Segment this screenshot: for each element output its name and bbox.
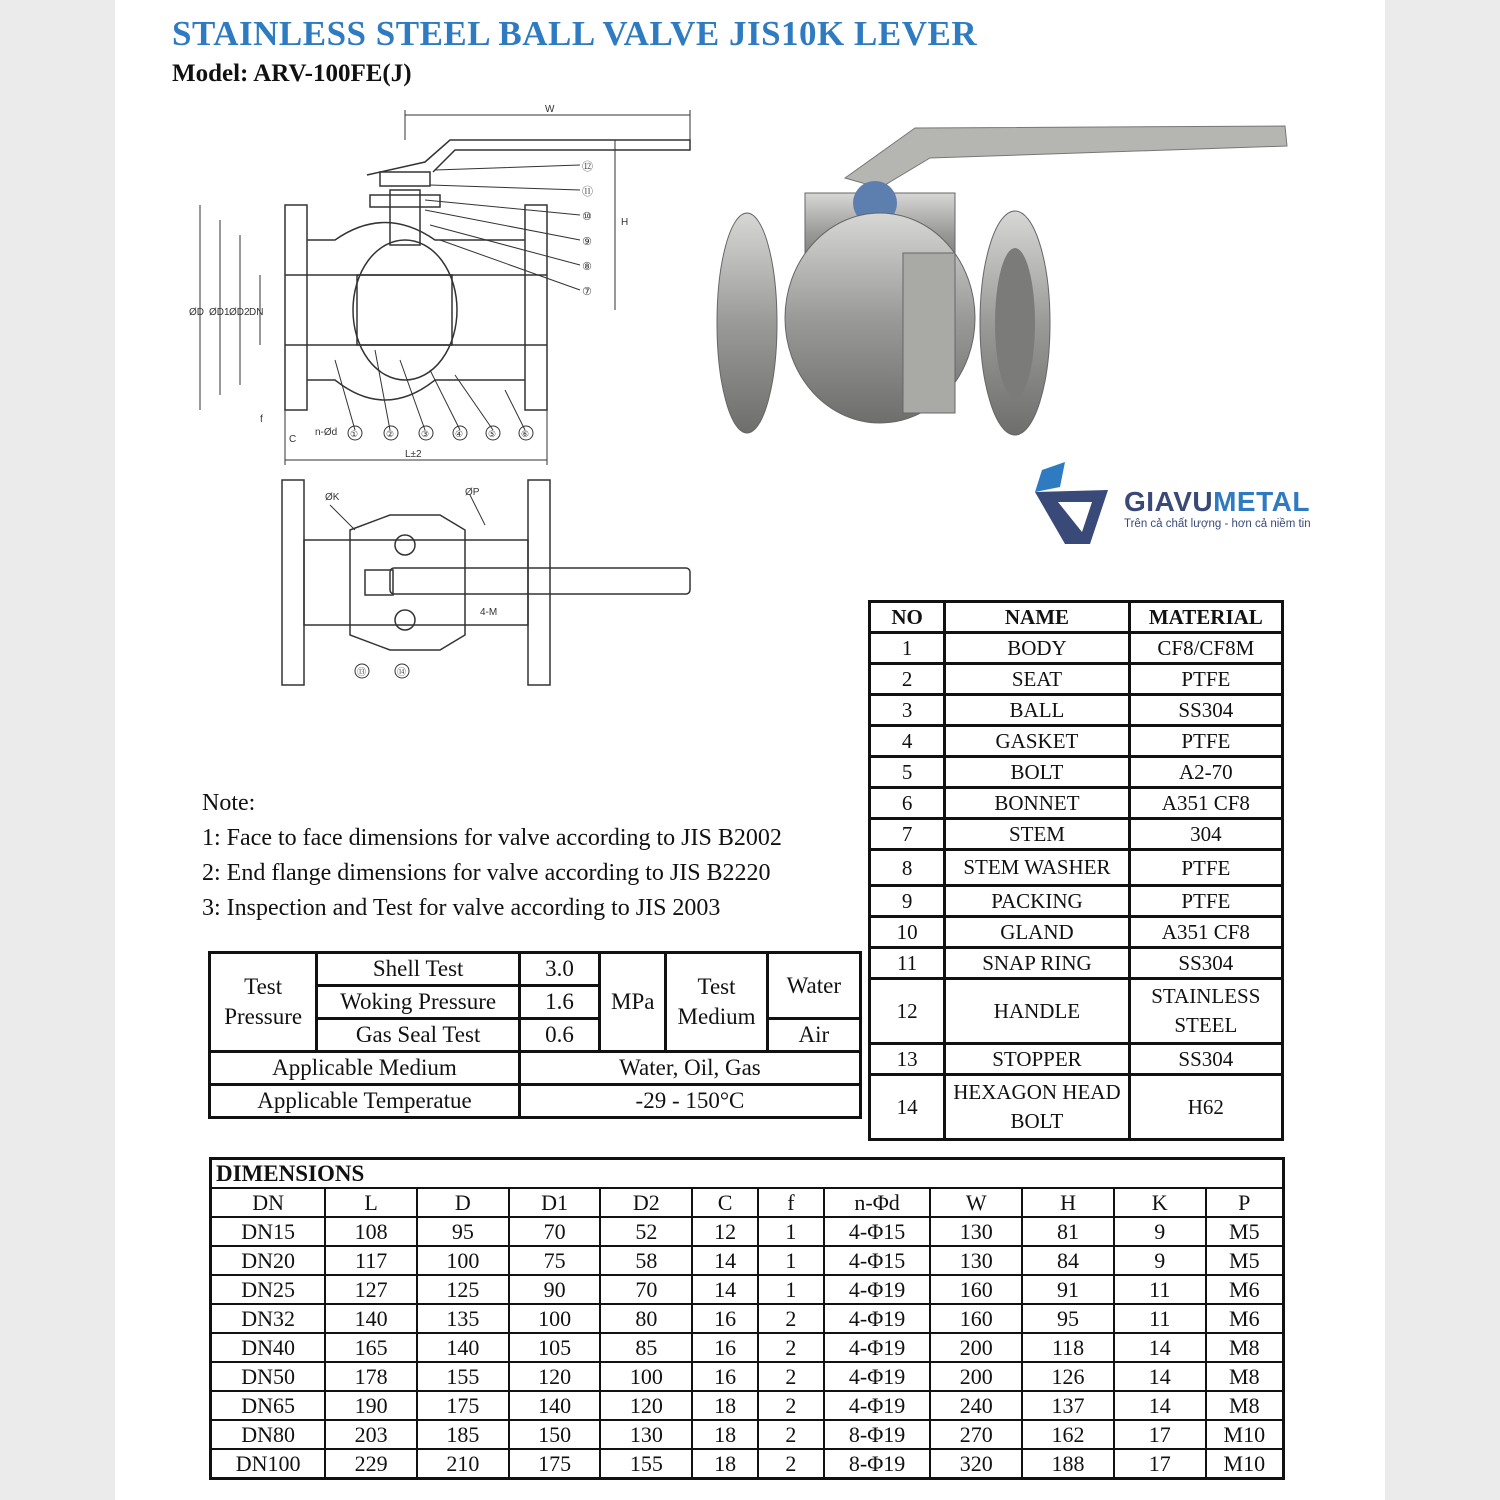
dimensions-cell: DN15 (211, 1217, 326, 1246)
note-item: 2: End flange dimensions for valve according to JIS B2220 (202, 860, 771, 886)
callout-8: ⑧ (582, 261, 592, 273)
phi-k-label: ØK (325, 492, 340, 503)
dimensions-cell: 70 (600, 1275, 692, 1304)
valve-section-drawing (185, 100, 705, 470)
dimensions-cell: DN20 (211, 1246, 326, 1275)
dimensions-cell: 240 (930, 1391, 1022, 1420)
part-name: HANDLE (945, 979, 1129, 1044)
gas-seal-test-label: Gas Seal Test (317, 1019, 520, 1052)
applicable-temperature-label: Applicable Temperatue (210, 1085, 520, 1118)
dimensions-cell: 229 (325, 1449, 417, 1479)
dimensions-cell: 160 (930, 1304, 1022, 1333)
callout-3: ③ (421, 429, 430, 439)
dimensions-cell: 162 (1022, 1420, 1114, 1449)
callout-12: ⑫ (582, 161, 593, 173)
dimensions-cell: 2 (758, 1304, 824, 1333)
dimensions-cell: 4-Φ19 (824, 1391, 931, 1420)
dimensions-cell: M8 (1206, 1391, 1284, 1420)
test-medium-label: Test Medium (666, 953, 767, 1052)
dimensions-header-cell: f (758, 1188, 824, 1217)
dimensions-cell: 108 (325, 1217, 417, 1246)
part-material: PTFE (1129, 850, 1282, 886)
dimensions-cell: 8-Φ19 (824, 1420, 931, 1449)
dimensions-cell: 100 (509, 1304, 601, 1333)
dimensions-row (211, 1391, 1284, 1420)
lever-handle (845, 126, 1287, 188)
dimensions-cell: 130 (600, 1420, 692, 1449)
materials-row (870, 917, 1283, 948)
part-name: BONNET (945, 788, 1129, 819)
dimensions-cell: 4-Φ19 (824, 1362, 931, 1391)
dimensions-cell: 140 (509, 1391, 601, 1420)
header-name: NAME (945, 602, 1129, 633)
dimensions-cell: 2 (758, 1333, 824, 1362)
notes-heading: Note: (202, 790, 256, 816)
working-pressure-value: 1.6 (519, 986, 599, 1019)
dimensions-header-cell: K (1114, 1188, 1206, 1217)
dimensions-header-cell: L (325, 1188, 417, 1217)
phi-p-label: ØP (465, 487, 480, 498)
dimensions-cell: DN100 (211, 1449, 326, 1479)
dimensions-cell: 137 (1022, 1391, 1114, 1420)
dimensions-cell: 1 (758, 1217, 824, 1246)
part-name: BOLT (945, 757, 1129, 788)
dimensions-cell: 150 (509, 1420, 601, 1449)
header-material: MATERIAL (1129, 602, 1282, 633)
part-material: SS304 (1129, 948, 1282, 979)
applicable-temperature-value: -29 - 150°C (519, 1085, 860, 1118)
dimensions-cell: 160 (930, 1275, 1022, 1304)
brand-name-part2: METAL (1213, 486, 1310, 517)
dimensions-cell: 126 (1022, 1362, 1114, 1391)
materials-header-row (870, 602, 1283, 633)
materials-body (870, 633, 1283, 1140)
dimensions-cell: 175 (417, 1391, 509, 1420)
dimensions-cell: 16 (692, 1362, 758, 1391)
note-item: 1: Face to face dimensions for valve according to JIS B2002 (202, 825, 782, 851)
dimensions-cell: 70 (509, 1217, 601, 1246)
materials-row (870, 757, 1283, 788)
dimensions-cell: 2 (758, 1420, 824, 1449)
dimensions-row (211, 1362, 1284, 1391)
dimensions-cell: 14 (1114, 1333, 1206, 1362)
part-no: 4 (870, 726, 945, 757)
part-material: A351 CF8 (1129, 917, 1282, 948)
dimensions-cell: 85 (600, 1333, 692, 1362)
dimensions-row (211, 1217, 1284, 1246)
dimensions-cell: 320 (930, 1449, 1022, 1479)
c-label: C (289, 434, 297, 445)
dimensions-cell: M10 (1206, 1420, 1284, 1449)
callout-11: ⑪ (582, 186, 593, 198)
dimensions-cell: 4-Φ19 (824, 1333, 931, 1362)
dimensions-header-row (211, 1188, 1284, 1217)
dimensions-cell: 100 (600, 1362, 692, 1391)
left-flange (717, 213, 777, 433)
dimensions-cell: 14 (1114, 1391, 1206, 1420)
part-name: STEM WASHER (945, 850, 1129, 886)
dimensions-header-cell: D2 (600, 1188, 692, 1217)
brand-name (1124, 486, 1310, 518)
test-pressure-table (208, 951, 862, 1119)
part-material: A2-70 (1129, 757, 1282, 788)
phi-d2-label: ØD2 (229, 307, 250, 318)
part-no: 11 (870, 948, 945, 979)
dimensions-cell: 130 (930, 1217, 1022, 1246)
part-material: CF8/CF8M (1129, 633, 1282, 664)
test-pressure-label: Test Pressure (210, 953, 317, 1052)
part-material: STAINLESS STEEL (1129, 979, 1282, 1044)
part-no: 8 (870, 850, 945, 886)
part-no: 9 (870, 886, 945, 917)
dimensions-cell: DN25 (211, 1275, 326, 1304)
dimensions-table (209, 1157, 1285, 1480)
part-material: PTFE (1129, 726, 1282, 757)
dimensions-header-cell: D (417, 1188, 509, 1217)
part-name: BODY (945, 633, 1129, 664)
callout-2: ② (386, 429, 395, 439)
dimensions-cell: 14 (692, 1246, 758, 1275)
dimensions-cell: 210 (417, 1449, 509, 1479)
f-label: f (260, 414, 263, 425)
callout-7: ⑦ (582, 286, 592, 298)
part-name: PACKING (945, 886, 1129, 917)
dimensions-cell: 130 (930, 1246, 1022, 1275)
applicable-medium-value: Water, Oil, Gas (519, 1052, 860, 1085)
part-name: GLAND (945, 917, 1129, 948)
dimensions-cell: 1 (758, 1246, 824, 1275)
dimensions-row (211, 1333, 1284, 1362)
dimensions-cell: 84 (1022, 1246, 1114, 1275)
dimensions-row (211, 1246, 1284, 1275)
dimensions-cell: 90 (509, 1275, 601, 1304)
part-no: 7 (870, 819, 945, 850)
dimensions-row (211, 1304, 1284, 1333)
model-number: Model: ARV-100FE(J) (172, 60, 412, 87)
phi-d-label: ØD (189, 307, 204, 318)
dimensions-cell: M5 (1206, 1246, 1284, 1275)
dimensions-cell: 58 (600, 1246, 692, 1275)
part-no: 1 (870, 633, 945, 664)
dimensions-header-cell: P (1206, 1188, 1284, 1217)
h-label: H (621, 217, 629, 228)
dimensions-cell: DN50 (211, 1362, 326, 1391)
dimensions-body (211, 1188, 1284, 1479)
materials-row (870, 819, 1283, 850)
dimensions-cell: M6 (1206, 1304, 1284, 1333)
dimensions-cell: 2 (758, 1449, 824, 1479)
dimensions-cell: 14 (692, 1275, 758, 1304)
dimensions-cell: M8 (1206, 1362, 1284, 1391)
dimensions-cell: M5 (1206, 1217, 1284, 1246)
dimensions-cell: 81 (1022, 1217, 1114, 1246)
materials-row (870, 664, 1283, 695)
dimensions-row (211, 1275, 1284, 1304)
part-material: 304 (1129, 819, 1282, 850)
dimensions-cell: 178 (325, 1362, 417, 1391)
part-no: 14 (870, 1075, 945, 1140)
test-medium-water: Water (767, 953, 860, 1019)
brand-name-part1: GIAVU (1124, 486, 1214, 517)
dimensions-cell: 17 (1114, 1420, 1206, 1449)
materials-row (870, 979, 1283, 1044)
callout-9: ⑨ (582, 236, 592, 248)
dimensions-header-cell: n-Φd (824, 1188, 931, 1217)
materials-row (870, 948, 1283, 979)
dimensions-cell: 140 (325, 1304, 417, 1333)
flange-bore (995, 248, 1035, 398)
dimensions-cell: 127 (325, 1275, 417, 1304)
dimensions-cell: 203 (325, 1420, 417, 1449)
part-name: SNAP RING (945, 948, 1129, 979)
part-no: 10 (870, 917, 945, 948)
part-name: SEAT (945, 664, 1129, 695)
test-medium-air: Air (767, 1019, 860, 1052)
dimensions-cell: 175 (509, 1449, 601, 1479)
callout-14: ⑭ (397, 667, 407, 677)
dimensions-cell: 95 (1022, 1304, 1114, 1333)
part-no: 3 (870, 695, 945, 726)
product-title: STAINLESS STEEL BALL VALVE JIS10K LEVER (172, 14, 978, 53)
dimensions-cell: 118 (1022, 1333, 1114, 1362)
part-material: SS304 (1129, 1044, 1282, 1075)
materials-row (870, 726, 1283, 757)
shell-test-label: Shell Test (317, 953, 520, 986)
dimensions-cell: 120 (600, 1391, 692, 1420)
dimensions-cell: 117 (325, 1246, 417, 1275)
dimensions-cell: 18 (692, 1420, 758, 1449)
w-label: W (545, 104, 555, 115)
callout-10: ⑩ (582, 211, 592, 223)
dimensions-cell: 4-Φ15 (824, 1246, 931, 1275)
header-no: NO (870, 602, 945, 633)
dimensions-cell: 52 (600, 1217, 692, 1246)
materials-row (870, 1075, 1283, 1140)
four-m-label: 4-M (480, 607, 498, 618)
materials-row (870, 695, 1283, 726)
dimensions-cell: 80 (600, 1304, 692, 1333)
dimensions-header-cell: H (1022, 1188, 1114, 1217)
dimensions-header-cell: DN (211, 1188, 326, 1217)
dimensions-cell: 75 (509, 1246, 601, 1275)
dimensions-cell: 135 (417, 1304, 509, 1333)
dimensions-cell: 95 (417, 1217, 509, 1246)
materials-row (870, 788, 1283, 819)
part-no: 13 (870, 1044, 945, 1075)
working-pressure-label: Woking Pressure (317, 986, 520, 1019)
brand-tagline: Trên cả chất lượng - hơn cả niềm tin (1124, 518, 1311, 530)
materials-row (870, 886, 1283, 917)
part-material: PTFE (1129, 886, 1282, 917)
applicable-medium-label: Applicable Medium (210, 1052, 520, 1085)
notes-section (202, 786, 782, 926)
part-material: H62 (1129, 1075, 1282, 1140)
part-no: 2 (870, 664, 945, 695)
dimensions-cell: 9 (1114, 1217, 1206, 1246)
part-name: HEXAGON HEAD BOLT (945, 1075, 1129, 1140)
callout-6: ⑥ (521, 429, 530, 439)
dimensions-cell: 120 (509, 1362, 601, 1391)
dimensions-cell: 18 (692, 1449, 758, 1479)
dimensions-row (211, 1449, 1284, 1479)
pressure-unit: MPa (600, 953, 666, 1052)
dimensions-title: DIMENSIONS (211, 1159, 1284, 1189)
dimensions-cell: 17 (1114, 1449, 1206, 1479)
dimensions-cell: 12 (692, 1217, 758, 1246)
dimensions-cell: 91 (1022, 1275, 1114, 1304)
part-no: 6 (870, 788, 945, 819)
dimensions-cell: 11 (1114, 1304, 1206, 1333)
part-name: GASKET (945, 726, 1129, 757)
dimensions-cell: 11 (1114, 1275, 1206, 1304)
dimensions-cell: 125 (417, 1275, 509, 1304)
part-name: BALL (945, 695, 1129, 726)
dimensions-row (211, 1420, 1284, 1449)
dimensions-cell: DN80 (211, 1420, 326, 1449)
dimensions-cell: 16 (692, 1304, 758, 1333)
dimensions-cell: 270 (930, 1420, 1022, 1449)
dimensions-cell: 2 (758, 1362, 824, 1391)
part-material: SS304 (1129, 695, 1282, 726)
dimensions-cell: 105 (509, 1333, 601, 1362)
dimensions-cell: M6 (1206, 1275, 1284, 1304)
dimensions-header-cell: C (692, 1188, 758, 1217)
dimensions-cell: 4-Φ15 (824, 1217, 931, 1246)
shell-test-value: 3.0 (519, 953, 599, 986)
dimensions-cell: 14 (1114, 1362, 1206, 1391)
phi-d1-label: ØD1 (209, 307, 230, 318)
dimensions-cell: 165 (325, 1333, 417, 1362)
dimensions-cell: 16 (692, 1333, 758, 1362)
dimensions-cell: 18 (692, 1391, 758, 1420)
dimensions-header-cell: W (930, 1188, 1022, 1217)
dimensions-cell: 4-Φ19 (824, 1275, 931, 1304)
dimensions-cell: 2 (758, 1391, 824, 1420)
dn-label: DN (249, 307, 264, 318)
callout-4: ④ (455, 429, 464, 439)
dimensions-cell: 8-Φ19 (824, 1449, 931, 1479)
materials-row (870, 1044, 1283, 1075)
dimensions-cell: 200 (930, 1362, 1022, 1391)
callout-13: ⑬ (357, 667, 367, 677)
dimensions-cell: 155 (600, 1449, 692, 1479)
dimensions-cell: DN40 (211, 1333, 326, 1362)
dimensions-cell: 9 (1114, 1246, 1206, 1275)
dimensions-cell: M10 (1206, 1449, 1284, 1479)
dimensions-cell: DN65 (211, 1391, 326, 1420)
valve-product-photo (715, 118, 1305, 448)
dimensions-cell: DN32 (211, 1304, 326, 1333)
n-phi-d-label: n-Ød (315, 427, 338, 438)
body-joint (903, 253, 955, 413)
materials-table (868, 600, 1284, 1141)
dimensions-cell: 185 (417, 1420, 509, 1449)
part-material: PTFE (1129, 664, 1282, 695)
part-no: 12 (870, 979, 945, 1044)
dimensions-cell: 190 (325, 1391, 417, 1420)
materials-row (870, 633, 1283, 664)
dimensions-cell: 1 (758, 1275, 824, 1304)
dimensions-cell: 200 (930, 1333, 1022, 1362)
dimensions-cell: 100 (417, 1246, 509, 1275)
dimensions-cell: 155 (417, 1362, 509, 1391)
dimensions-cell: 140 (417, 1333, 509, 1362)
dimensions-cell: M8 (1206, 1333, 1284, 1362)
callout-5: ⑤ (488, 429, 497, 439)
part-material: A351 CF8 (1129, 788, 1282, 819)
l-label: L±2 (405, 449, 422, 460)
part-name: STOPPER (945, 1044, 1129, 1075)
dimensions-header-cell: D1 (509, 1188, 601, 1217)
note-item: 3: Inspection and Test for valve according to JIS 2003 (202, 895, 721, 921)
callout-1: ① (350, 429, 359, 439)
part-name: STEM (945, 819, 1129, 850)
dimensions-cell: 188 (1022, 1449, 1114, 1479)
dimensions-cell: 4-Φ19 (824, 1304, 931, 1333)
materials-row (870, 850, 1283, 886)
valve-top-view-drawing (270, 475, 710, 695)
gas-seal-test-value: 0.6 (519, 1019, 599, 1052)
part-no: 5 (870, 757, 945, 788)
